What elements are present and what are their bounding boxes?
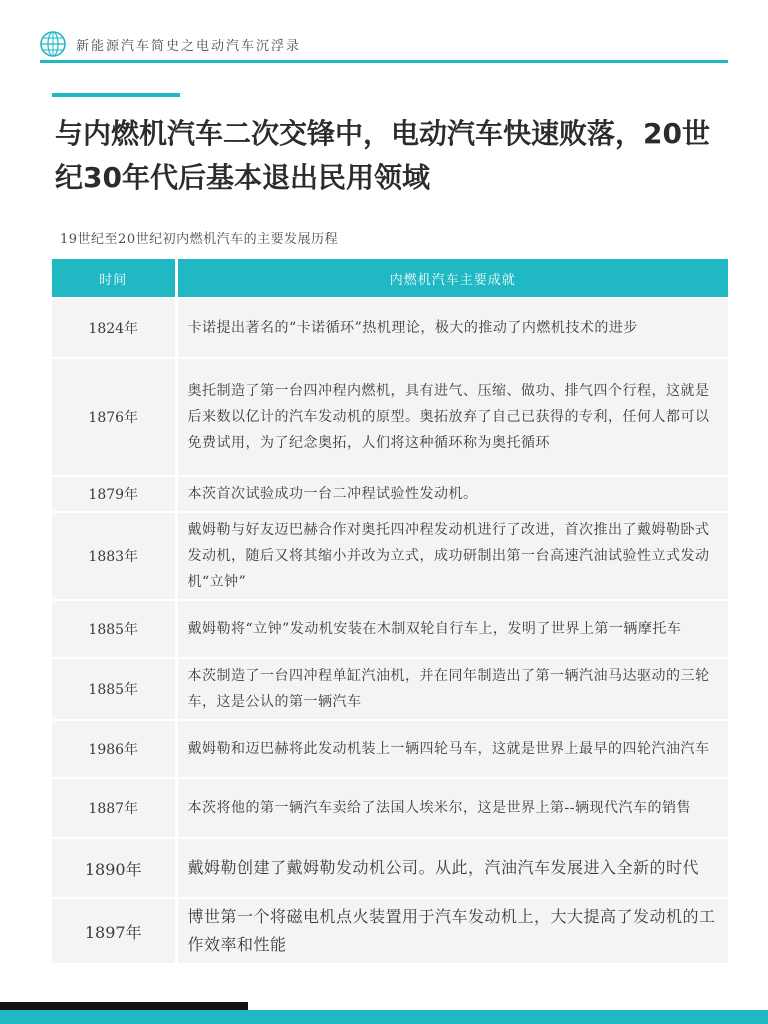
table-header-row	[52, 259, 728, 298]
row-year: 1883年	[52, 512, 176, 600]
table-caption: 19世纪至20世纪初内燃机汽车的主要发展历程	[60, 232, 339, 247]
table-row	[52, 298, 728, 358]
globe-icon	[40, 31, 66, 57]
header-title: 新能源汽车简史之电动汽车沉浮录	[76, 38, 302, 54]
column-header-achievement: 内燃机汽车主要成就	[176, 259, 728, 298]
row-description: 本茨制造了一台四冲程单缸汽油机，并在同年制造出了第一辆汽油马达驱动的三轮车，这是公认的第一辆汽车	[176, 658, 728, 720]
table-row	[52, 476, 728, 512]
table-row	[52, 600, 728, 658]
table-row	[52, 898, 728, 963]
page-heading: 与内燃机汽车二次交锋中，电动汽车快速败落，20世纪30年代后基本退出民用领域	[55, 117, 710, 194]
table-row	[52, 838, 728, 898]
row-description: 戴姆勒将“立钟”发动机安装在木制双轮自行车上，发明了世界上第一辆摩托车	[176, 600, 728, 658]
row-description: 奥托制造了第一台四冲程内燃机，具有进气、压缩、做功、排气四个行程，这就是后来数以亿计的汽车发动机的原型。奥拓放弃了自己已获得的专利，任何人都可以免费试用，为了纪念奥拓，人们将这种循环称为奥托循环	[176, 358, 728, 476]
row-description: 本茨将他的第一辆汽车卖给了法国人埃米尔，这是世界上第--辆现代汽车的销售	[176, 778, 728, 838]
row-year: 1890年	[52, 838, 176, 898]
table-row	[52, 658, 728, 720]
table-row	[52, 512, 728, 600]
page-header	[40, 28, 301, 60]
row-year: 1879年	[52, 476, 176, 512]
row-year: 1885年	[52, 658, 176, 720]
row-year: 1887年	[52, 778, 176, 838]
row-year: 1986年	[52, 720, 176, 778]
timeline-table	[52, 259, 728, 963]
row-year: 1824年	[52, 298, 176, 358]
row-description: 戴姆勒创建了戴姆勒发动机公司。从此，汽油汽车发展进入全新的时代	[176, 838, 728, 898]
row-year: 1897年	[52, 898, 176, 963]
row-description: 卡诺提出著名的“卡诺循环”热机理论，极大的推动了内燃机技术的进步	[176, 298, 728, 358]
column-header-time: 时间	[52, 259, 176, 298]
table-row	[52, 358, 728, 476]
table-row	[52, 778, 728, 838]
footer-accent-bar	[0, 1010, 768, 1024]
heading-accent-bar	[52, 93, 180, 97]
footer-dark-bar	[0, 1002, 248, 1010]
header-divider	[40, 60, 728, 63]
row-description: 戴姆勒与好友迈巴赫合作对奥托四冲程发动机进行了改进，首次推出了戴姆勒卧式发动机，随后又将其缩小并改为立式，成功研制出第一台高速汽油试验性立式发动机“立钟”	[176, 512, 728, 600]
row-year: 1876年	[52, 358, 176, 476]
row-description: 博世第一个将磁电机点火装置用于汽车发动机上，大大提高了发动机的工作效率和性能	[176, 898, 728, 963]
table-row	[52, 720, 728, 778]
row-year: 1885年	[52, 600, 176, 658]
row-description: 戴姆勒和迈巴赫将此发动机装上一辆四轮马车，这就是世界上最早的四轮汽油汽车	[176, 720, 728, 778]
row-description: 本茨首次试验成功一台二冲程试验性发动机。	[176, 476, 728, 512]
